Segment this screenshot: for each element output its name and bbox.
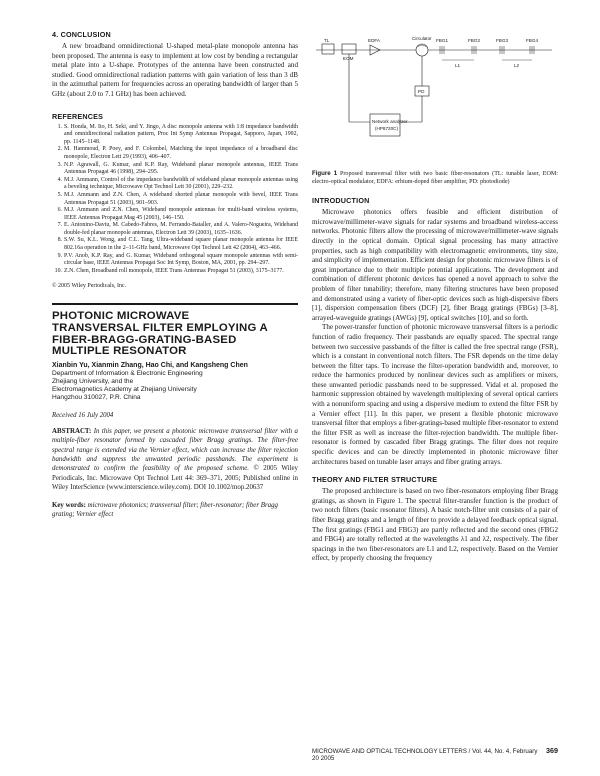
- l1-label: L1: [455, 63, 461, 68]
- modulator-box: [342, 44, 356, 54]
- network-analyzer-model: (HP8720C): [375, 126, 398, 131]
- l2-label: L2: [514, 63, 520, 68]
- tl-label: TL: [324, 38, 330, 43]
- introduction-para-1: Microwave photonics offers feasible and efficient distribution of microwave/millimeter-wave signals for radar systems and broadband wireless-access networks. Photonic filters allow the processing of microwave/millimeter-wave signals directly in the optical domain. Optical signal processing has many attractive properties, such as high compatibility with electromagnetic environments, tiny size, and simplicity of implementation. Efficient design for photonic microwave filters is of great importance due to their multiple potential applications. The development and combination of different photonic devices has opened a novel approach to solve the problem of filter tunability; therefore, many filtering structures have been proposed and demonstrated using a variety of fiber-optic devices such as high-dispersive fibers [1], dispersion compensation fibers (DCF) [2], fiber Bragg gratings (FBGs) [3–8], arrayed-waveguide gratings (AWGs) [9], optical switches [10], and so forth.: [312, 208, 558, 322]
- left-column: [52, 30, 298, 519]
- keywords-text: microwave photonics; transversal filter; fiber-resonator; fiber Bragg grating; Vernier effect: [52, 501, 278, 519]
- abstract-publication-info: © 2005 Wiley Periodicals, Inc. Microwave Opt Technol Lett 44: 369–371, 2005; Published online in Wiley InterScience (www.interscience.wiley.com). DOI 10.1002/mop.20637: [52, 465, 298, 492]
- reference-list: [52, 124, 298, 276]
- introduction-heading: INTRODUCTION: [312, 196, 370, 206]
- fbg3-label: FBG3: [496, 38, 508, 43]
- references-heading: REFERENCES: [52, 111, 104, 121]
- reference-item: 6. M.J. Ammann and Z.N. Chen, Wideband monopole antennas for multi-band wireless systems, IEEE Antennas Propagat Mag 45 (2003), 146–150.: [57, 207, 298, 221]
- article-authors: Xianbin Yu, Xianmin Zhang, Hao Chi, and Kangsheng Chen: [52, 361, 248, 369]
- pd-label: PD: [418, 89, 425, 94]
- reference-item: 3. N.P. Agrawall, G. Kumar, and K.P. Ray, Wideband planar monopole antennas, IEEE Trans Antennas Propagat 46 (1998), 294–295.: [57, 161, 298, 176]
- reference-item: 1. S. Honda, M. Ito, H. Seki, and Y. Jingo, A disc monopole antenna with 1:8 impedance bandwidth and omnidirectional radiation pattern, Proc Int Symp Antennas Propagat, Sapporo, Japan, 1992, pp. 1145–1148.: [57, 123, 298, 145]
- title-rule: [52, 303, 298, 305]
- introduction-para-2: The power-transfer function of photonic microwave transversal filters is a periodic function of radio frequency. Their passbands are equally spaced. The spectral range between two successive passbands of the filter is called the free spectral range (FSR), which is a constant in conventional notch filters. The FSR depends on the time delay between the filter taps. To increase the filter-operation bandwidth and, moreover, to reduce the harmonics produced by nonlinear devices such as amplifiers or mixers, these unwanted periodic passbands need to be suppressed. Vidal et al. proposed the harmonic suppression obtained by wavelength multiplexing of several optical carriers with a nonuniform spacing and using a dispersive medium to extend the filter FSR by a Vernier effect [11]. In this paper, we present a flexible photonic microwave transversal filter that employs a fiber-gratings-based multiple fiber-resonator to extend the filter FSR as well as increase the filter-rejection bandwidth. The multiple fiber-resonator is formed by cascaded fiber Bragg gratings. The filter does not require specific devices and can be directly implemented in photonic microwave filter architectures based on tunable laser arrays and fiber grating arrays.: [312, 323, 558, 466]
- reference-item: 5. M.J. Ammann and Z.N. Chen, A wideband shorted planar monopole with bevel, IEEE Trans Antennas Propagat 51 (2003), 901–903.: [57, 191, 298, 206]
- reference-item: 10. Z.N. Chen, Broadband roll monopole, IEEE Trans Antennas Propagat 51 (2003), 3175–3177.: [54, 267, 284, 274]
- reference-item: 9. P.V. Anob, K.P. Ray, and G. Kumar, Wideband orthogonal square monopole antennas with semi-circular base, IEEE Antennas Propagat Soc Int Symp, Boston, MA, 2001, pp. 294–297.: [57, 252, 298, 267]
- copyright-notice: © 2005 Wiley Periodicals, Inc.: [52, 283, 127, 290]
- reference-item: 7. E. Antonino-Daviu, M. Cabedo-Fabres, M. Ferrando-Bataller, and A. Valero-Nogueira, Wideband double-fed planar monopole antennas, Electron Lett 39 (2003), 1635–1636.: [57, 222, 298, 236]
- journal-citation: MICROWAVE AND OPTICAL TECHNOLOGY LETTERS / Vol. 44, No. 4, February 20 2005: [312, 748, 538, 762]
- fbg1-label: FBG1: [436, 38, 448, 43]
- abstract-text: In this paper, we present a photonic microwave transversal filter with a multiple-fiber resonator formed by cascaded fiber Bragg gratings. The filter-free spectral range is extended via the Vernier effect, which can increase the filter rejection bandwidth and suppress the unwanted periodic passbands. The experiment is demonstrated to confirm the feasibility of the proposed scheme.: [52, 427, 298, 473]
- article-affiliation: Department of Information & Electronic Engineering Zhejiang University, and the Electromagnetics Academy at Zhejiang University Hangzhou 310027, P.R. China: [52, 369, 203, 401]
- network-analyzer-label: Network analyzer: [372, 119, 408, 124]
- edfa-label: EDFA: [368, 38, 380, 43]
- reference-item: 8. S.W. Su, K.L. Wong, and C.L. Tang, Ultra-wideband square planar monopole antenna for IEEE 802.16a operation in the 2–11-GHz band, Microwave Opt Technol Lett 42 (2004), 463–466.: [57, 237, 298, 252]
- keywords: [52, 501, 298, 520]
- fbg2-label: FBG2: [468, 38, 480, 43]
- eom-label: EOM: [343, 56, 354, 61]
- article-title: PHOTONIC MICROWAVE TRANSVERSAL FILTER EMPLOYING A FIBER-BRAGG-GRATING-BASED MULTIPLE RESONATOR: [52, 310, 268, 358]
- abstract-label: ABSTRACT:: [52, 427, 92, 435]
- keywords-label: Key words:: [52, 501, 86, 509]
- figure-1-diagram: [312, 30, 558, 164]
- received-date: Received 16 July 2004: [52, 411, 114, 419]
- page-number: 369: [546, 746, 558, 755]
- reference-item: 4. M.J. Ammann, Control of the impedance bandwidth of wideband planar monopole antennas using a beveling technique, Microwave Opt Technol Lett 30 (2001), 229–232.: [57, 176, 298, 191]
- network-analyzer-box: [370, 114, 400, 136]
- figure-1-caption-text: Proposed transversal filter with two basic fiber-resonators (TL: tunable laser, EOM: electro-optical modulator, EDFA: erbium-doped fiber amplifier, PD: photodiode): [312, 171, 558, 185]
- reference-item: 2. M. Hammoud, P. Poey, and F. Colombel, Matching the input impedance of a broadband disc monopole, Electron Lett 29 (1993), 406–407.: [57, 146, 298, 160]
- circulator-symbol: [416, 44, 428, 56]
- right-column: [312, 30, 558, 564]
- conclusion-heading: 4. CONCLUSION: [52, 30, 111, 39]
- figure-1-caption-label: Figure 1: [312, 170, 338, 177]
- abstract: [52, 427, 298, 493]
- figure-1-caption: [312, 170, 558, 186]
- page-footer: [312, 746, 558, 762]
- theory-para: The proposed architecture is based on two fiber-resonators employing fiber Bragg gratings, as shown in Figure 1. The spectral filter-transfer function is the product of two notch filters (basic resonator filters). A basic notch-filter unit consists of a pair of fiber Bragg gratings and a length of fiber to provide a delayed feedback optical signal. The first gratings (FBG1 and FBG3) are partly reflected and the second ones (FBG2 and FBG4) are totally reflected at the wavelengths λ1 and λ2, respectively. The fiber spacings in the two fiber-resonators are L1 and L2, respectively. Based on the Vernier effect, by properly choosing the frequency: [312, 487, 558, 563]
- fbg4-label: FBG4: [526, 38, 538, 43]
- circulator-label: Circulator: [412, 36, 432, 41]
- theory-heading: THEORY AND FILTER STRUCTURE: [312, 475, 438, 485]
- tunable-laser-box: [322, 44, 334, 54]
- conclusion-text: A new broadband omnidirectional U-shaped metal-plate monopole antenna has been proposed. The antenna is easy to implement at low cost by bending a rectangular metal plate into a U-shape. Prototypes of the antenna have been constructed and studied. Good omnidirectional radiation patterns with gain variation of less than 3 dB in the azimuthal pattern for frequencies across an operating bandwidth of larger than 5 GHz (about 2.0 to 7.1 GHz) has been achieved.: [52, 42, 298, 98]
